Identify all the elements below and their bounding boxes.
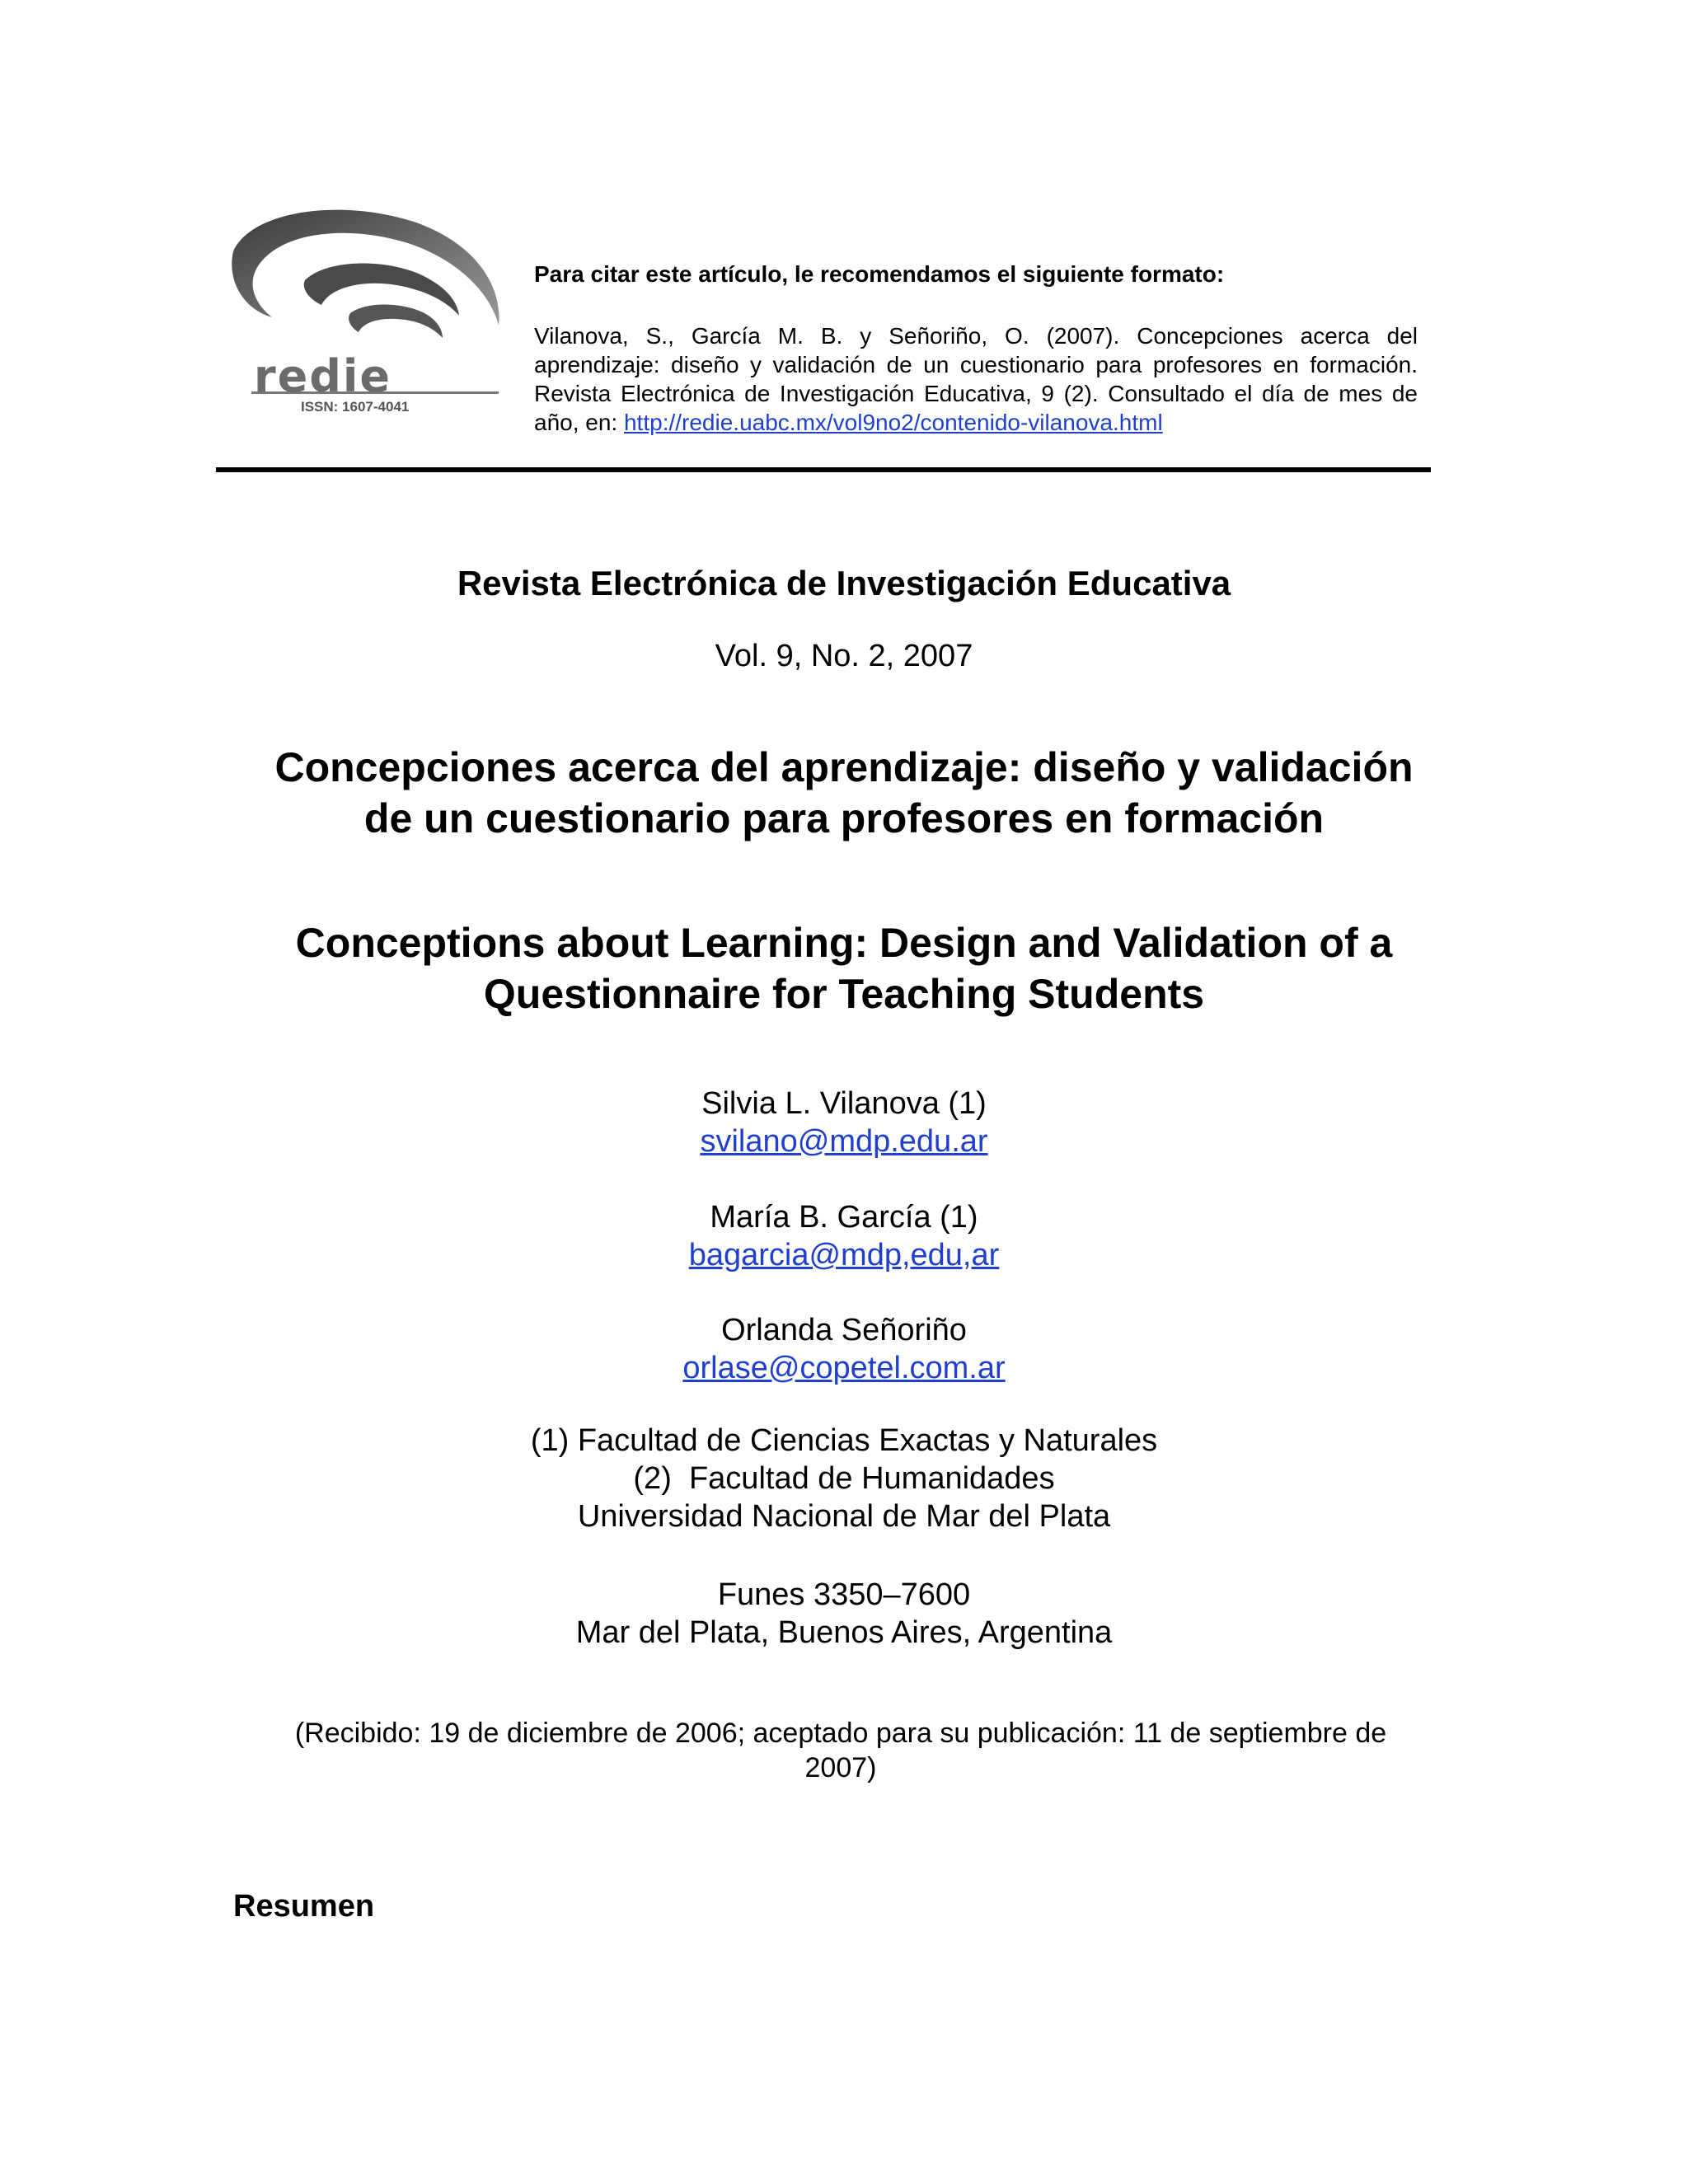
affiliation-line-2: (2) Facultad de Humanidades xyxy=(633,1461,1055,1496)
received-line-1: (Recibido: 19 de diciembre de 2006; aceptado para su publicación: 11 de septiembre de xyxy=(294,1718,1387,1749)
address-line-2: Mar del Plata, Buenos Aires, Argentina xyxy=(575,1615,1113,1650)
journal-name: Revista Electrónica de Investigación Educativa xyxy=(457,564,1231,602)
author-email-link[interactable]: bagarcia@mdp,edu,ar xyxy=(688,1238,1000,1272)
affiliation-line-1: (1) Facultad de Ciencias Exactas y Naturales xyxy=(530,1423,1158,1458)
title-spanish-line-2: de un cuestionario para profesores en formación xyxy=(363,795,1325,841)
title-english-line-1: Conceptions about Learning: Design and Validation of a xyxy=(295,920,1393,966)
address-line-1: Funes 3350–7600 xyxy=(717,1577,971,1612)
header-divider xyxy=(216,467,1431,472)
title-spanish xyxy=(124,742,1564,844)
author-block-2 xyxy=(124,1198,1564,1274)
affiliations xyxy=(124,1422,1564,1535)
title-english xyxy=(124,917,1564,1019)
received-dates xyxy=(239,1716,1442,1785)
affiliation-line-3: Universidad Nacional de Mar del Plata xyxy=(577,1499,1111,1534)
author-block-3 xyxy=(124,1311,1564,1387)
title-english-line-2: Questionnaire for Teaching Students xyxy=(483,971,1205,1017)
logo-wordmark: redie xyxy=(254,350,392,402)
author-email-link[interactable]: orlase@copetel.com.ar xyxy=(682,1351,1006,1385)
logo-issn: ISSN: 1607-4041 xyxy=(301,399,410,415)
author-block-1 xyxy=(124,1085,1564,1160)
author-name: María B. García (1) xyxy=(710,1200,978,1235)
citation-text xyxy=(534,321,1418,437)
address xyxy=(124,1576,1564,1652)
author-email-link[interactable]: svilano@mdp.edu.ar xyxy=(700,1124,988,1159)
citation-body: Vilanova, S., García M. B. y Señoriño, O. (2007). Concepciones acerca del aprendizaje: diseño y validación de un cuestionario para profesores en formación. Revista Electrónica de Investigación Educativa, 9 (2). Consultado el día de mes de año, en: xyxy=(534,323,1418,435)
journal-volume: Vol. 9, No. 2, 2007 xyxy=(715,639,973,673)
author-name: Orlanda Señoriño xyxy=(721,1313,967,1347)
section-heading-resumen: Resumen xyxy=(233,1889,375,1924)
author-name: Silvia L. Vilanova (1) xyxy=(701,1086,987,1121)
citation-heading: Para citar este artículo, le recomendamos el siguiente formato: xyxy=(534,261,1225,287)
title-spanish-line-1: Concepciones acerca del aprendizaje: diseño y validación xyxy=(274,744,1414,790)
citation-link[interactable]: http://redie.uabc.mx/vol9no2/contenido-vilanova.html xyxy=(623,410,1163,435)
received-line-2: 2007) xyxy=(804,1752,877,1783)
